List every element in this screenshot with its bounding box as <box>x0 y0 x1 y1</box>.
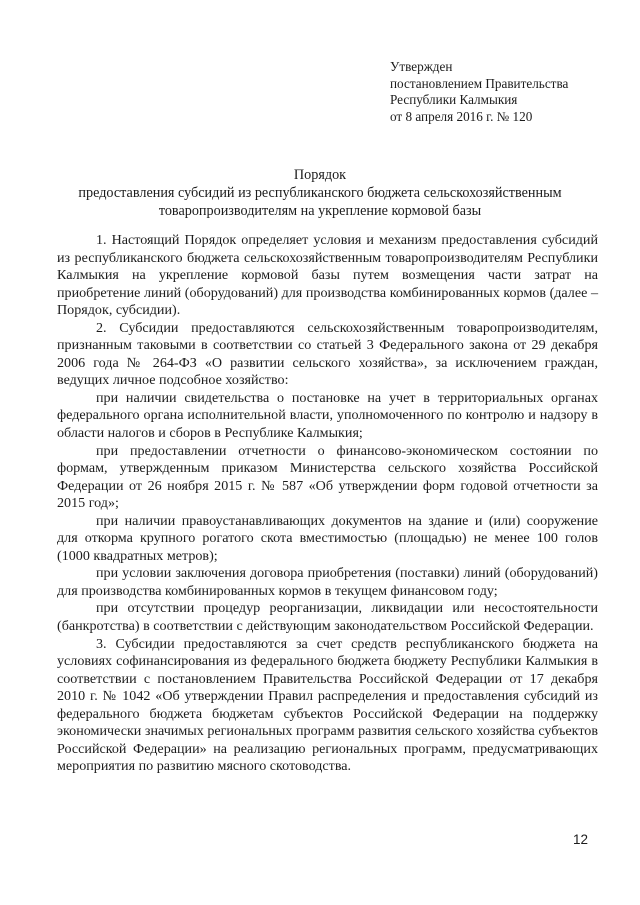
condition-item: при наличии правоустанавливающих документов на здание и (или) сооружение для откорма крупного рогатого скота вместимостью (площадью) не менее 100 голов (1000 квадратных метров); <box>57 512 598 564</box>
approval-stamp <box>390 59 568 125</box>
document-heading <box>40 167 600 220</box>
approval-date-line: от 8 апреля 2016 г. № 120 <box>390 108 533 124</box>
paragraph-1: 1. Настоящий Порядок определяет условия и механизм предоставления субсидий из республиканского бюджета сельскохозяйственным товаропроизводителям Республики Калмыкия на укрепление кормовой базы путем возмещения части затрат на приобретение линий (оборудований) для производства комбинированных кормов (далее – Порядок, субсидии). <box>57 232 598 319</box>
document-title: Порядок <box>293 167 347 183</box>
paragraph-3: 3. Субсидии предоставляются за счет средств республиканского бюджета на условиях софинансирования из федерального бюджета бюджету Республики Калмыкия в соответствии с постановлением Правительства Российской Федерации от 17 декабря 2010 г. № 1042 «Об утверждении Правил распределения и предоставления субсидий из федерального бюджета бюджетам субъектов Российской Федерации на поддержку экономически значимых региональных программ развития сельского хозяйства субъектов Российской Федерации» на реализацию региональных программ, предусматривающих мероприятия по развитию мясного скотоводства. <box>57 635 598 775</box>
document-subtitle-line: товаропроизводителям на укрепление кормовой базы <box>158 202 482 219</box>
condition-item: при предоставлении отчетности о финансово-экономическом состоянии по формам, утвержденным приказом Министерства сельского хозяйства Российской Федерации от 26 ноября 2015 г. № 587 «Об утверждении форм годовой отчетности за 2015 год»; <box>57 442 598 512</box>
condition-item: при наличии свидетельства о постановке на учет в территориальных органах федерального органа исполнительной власти, уполномоченного по контролю и надзору в области налогов и сборов в Республике Калмыкия; <box>57 389 598 442</box>
document-subtitle-line: предоставления субсидий из республиканского бюджета сельскохозяйственным <box>78 184 562 201</box>
paragraph-2: 2. Субсидии предоставляются сельскохозяйственным товаропроизводителям, признанным таковыми в соответствии со статьей 3 Федерального закона от 29 декабря 2006 года № 264-ФЗ «О развитии сельского хозяйства», за исключением граждан, ведущих личное подсобное хозяйство: <box>57 319 598 389</box>
page-number: 12 <box>573 832 589 847</box>
approval-line: Республики Калмыкия <box>390 92 518 108</box>
condition-item: при условии заключения договора приобретения (поставки) линий (оборудований) для производства комбинированных кормов в текущем финансовом году; <box>57 565 598 599</box>
approval-line: Утвержден <box>390 59 453 74</box>
document-body <box>57 232 598 776</box>
condition-item: при отсутствии процедур реорганизации, ликвидации или несостоятельности (банкротства) в соответствии с действующим законодательством Российской Федерации. <box>57 600 598 635</box>
approval-line: постановлением Правительства <box>390 75 569 91</box>
